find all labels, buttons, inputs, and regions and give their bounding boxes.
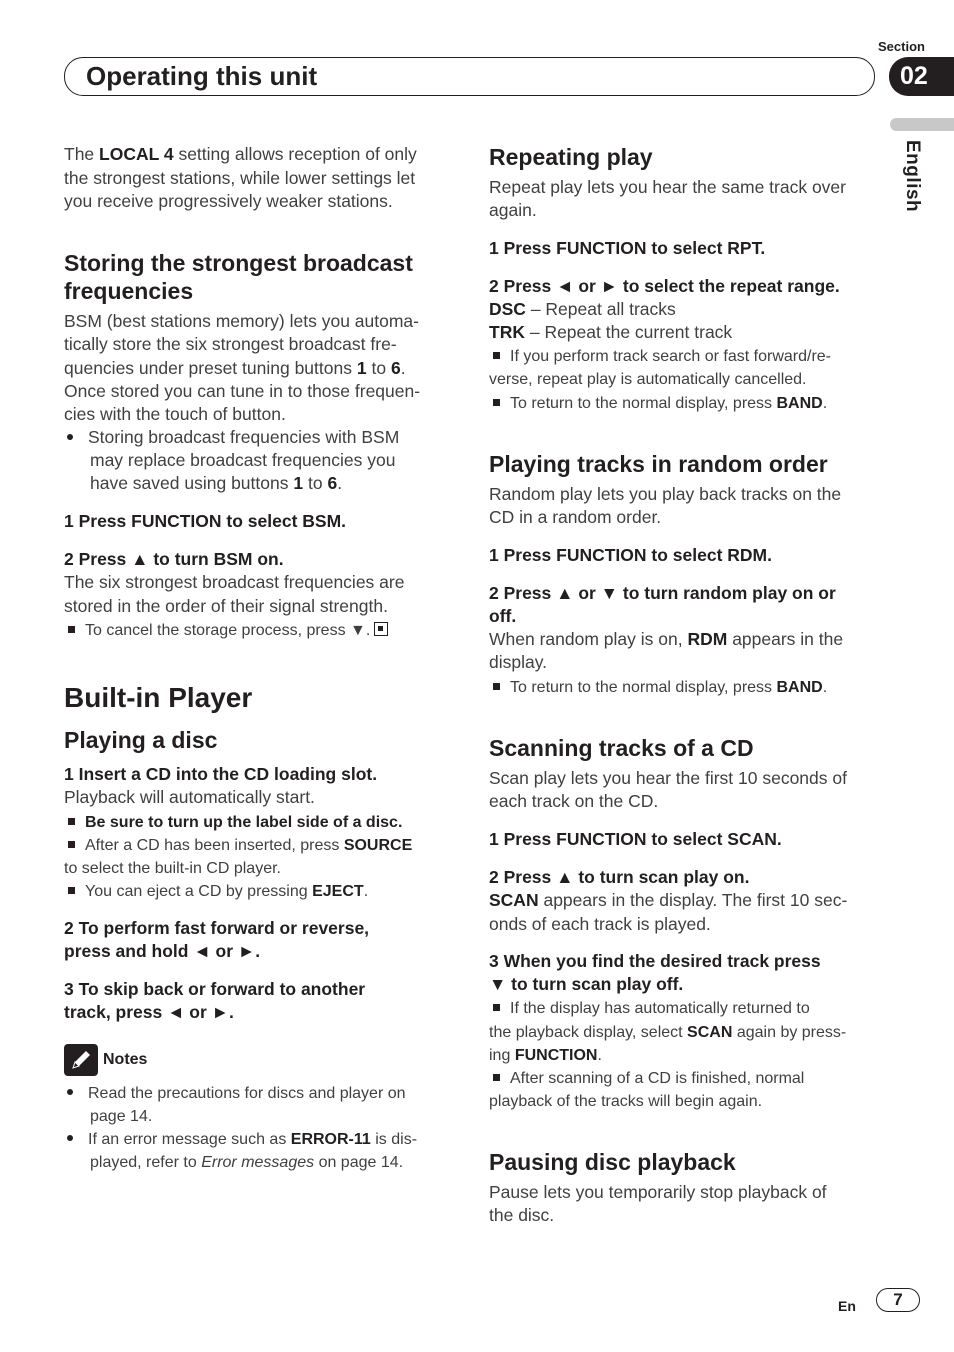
repeat-note-1-line-2: verse, repeat play is automatically cancelled.: [489, 371, 807, 388]
page-title: Operating this unit: [86, 61, 318, 91]
scan-note-1-line-3: ing FUNCTION.: [489, 1047, 602, 1064]
bsm-body-3: quencies under preset tuning buttons 1 to 6.: [64, 358, 406, 378]
disc-note-1: Be sure to turn up the label side of a disc.: [64, 811, 402, 834]
scan-note-2-line-2: playback of the tracks will begin again.: [489, 1093, 763, 1110]
bsm-body-4: Once stored you can tune in to those frequen-: [64, 381, 421, 401]
repeat-note-1-line-1: If you perform track search or fast forward/re-: [489, 345, 831, 368]
intro-line-2: the strongest stations, while lower settings let: [64, 168, 416, 188]
playing-disc-heading: Playing a disc: [64, 727, 218, 753]
notes-item-2-line-1: If an error message such as ERROR-11 is dis-: [64, 1128, 417, 1151]
end-mark-icon: [374, 622, 388, 636]
bsm-note: To cancel the storage process, press ▼.: [64, 619, 388, 642]
section-number-badge: 02: [889, 57, 954, 96]
page-title-bar: [64, 57, 875, 96]
notes-label: Notes: [103, 1051, 148, 1068]
page-number: 7: [876, 1288, 920, 1312]
bsm-bullet-2: may replace broadcast frequencies you: [90, 450, 396, 470]
section-label: Section: [878, 39, 925, 54]
pause-body-2: the disc.: [489, 1205, 555, 1225]
bsm-step-2: 2 Press ▲ to turn BSM on.: [64, 549, 284, 569]
intro-line-3: you receive progressively weaker stations.: [64, 191, 393, 211]
bsm-step-1: 1 Press FUNCTION to select BSM.: [64, 511, 347, 531]
bsm-heading-line-1: Storing the strongest broadcast: [64, 250, 413, 276]
repeat-body-2: again.: [489, 200, 537, 220]
scan-body-2: each track on the CD.: [489, 791, 659, 811]
disc-step-2-line-2: press and hold ◄ or ►.: [64, 941, 261, 961]
random-step-2-body-2: display.: [489, 652, 548, 672]
bsm-bullet-3: have saved using buttons 1 to 6.: [90, 473, 343, 493]
scan-body-1: Scan play lets you hear the first 10 seconds of: [489, 768, 847, 788]
repeat-note-2: To return to the normal display, press BAND.: [489, 392, 827, 415]
disc-step-1-body: Playback will automatically start.: [64, 787, 315, 807]
repeat-body-1: Repeat play lets you hear the same track over: [489, 177, 846, 197]
scan-step-2-body-1: SCAN appears in the display. The first 10 sec-: [489, 890, 848, 910]
random-body-1: Random play lets you play back tracks on the: [489, 484, 842, 504]
random-step-1: 1 Press FUNCTION to select RDM.: [489, 545, 772, 565]
repeat-step-2: 2 Press ◄ or ► to select the repeat range.: [489, 276, 840, 296]
disc-note-2-line-2: to select the built-in CD player.: [64, 860, 281, 877]
bsm-step-2-body-1: The six strongest broadcast frequencies are: [64, 572, 405, 592]
intro-line-1: The LOCAL 4 setting allows reception of only: [64, 144, 417, 164]
notes-item-1-line-1: Read the precautions for discs and player on: [64, 1082, 406, 1105]
scan-note-1-line-2: the playback display, select SCAN again by press-: [489, 1024, 847, 1041]
notes-pencil-icon: [64, 1044, 98, 1076]
random-note: To return to the normal display, press BAND.: [489, 676, 827, 699]
disc-step-3-line-1: 3 To skip back or forward to another: [64, 979, 366, 999]
disc-step-2-line-1: 2 To perform fast forward or reverse,: [64, 918, 370, 938]
repeat-step-1: 1 Press FUNCTION to select RPT.: [489, 238, 766, 258]
scan-step-2-body-2: onds of each track is played.: [489, 914, 711, 934]
bsm-body-2: tically store the six strongest broadcast fre-: [64, 334, 397, 354]
disc-step-1: 1 Insert a CD into the CD loading slot.: [64, 764, 378, 784]
notes-item-1-line-2: page 14.: [90, 1108, 153, 1125]
random-heading: Playing tracks in random order: [489, 451, 828, 477]
scan-note-1-line-1: If the display has automatically returned to: [489, 997, 810, 1020]
repeat-dsc: DSC – Repeat all tracks: [489, 299, 676, 319]
random-step-2-line-2: off.: [489, 606, 517, 626]
bsm-step-2-body-2: stored in the order of their signal strength.: [64, 596, 388, 616]
scan-step-1: 1 Press FUNCTION to select SCAN.: [489, 829, 782, 849]
repeat-heading: Repeating play: [489, 144, 653, 170]
disc-note-2-line-1: After a CD has been inserted, press SOURCE: [64, 834, 412, 857]
random-step-2-body-1: When random play is on, RDM appears in the: [489, 629, 844, 649]
bsm-heading-line-2: frequencies: [64, 278, 194, 304]
disc-note-3: You can eject a CD by pressing EJECT.: [64, 880, 368, 903]
scan-step-3-line-2: ▼ to turn scan play off.: [489, 974, 684, 994]
pause-body-1: Pause lets you temporarily stop playback of: [489, 1182, 827, 1202]
language-tab-marker: [890, 118, 954, 131]
language-tab-label: English: [902, 140, 923, 213]
scan-step-3-line-1: 3 When you find the desired track press: [489, 951, 821, 971]
footer-language: En: [838, 1298, 856, 1314]
pause-heading: Pausing disc playback: [489, 1149, 736, 1175]
bsm-body-5: cies with the touch of button.: [64, 404, 286, 424]
bsm-body-1: BSM (best stations memory) lets you automa-: [64, 311, 419, 331]
notes-item-2-line-2: played, refer to Error messages on page 14.: [90, 1154, 404, 1171]
built-in-player-heading: Built-in Player: [64, 682, 253, 713]
repeat-trk: TRK – Repeat the current track: [489, 322, 733, 342]
disc-step-3-line-2: track, press ◄ or ►.: [64, 1002, 234, 1022]
random-step-2-line-1: 2 Press ▲ or ▼ to turn random play on or: [489, 583, 836, 603]
random-body-2: CD in a random order.: [489, 507, 662, 527]
scan-note-2-line-1: After scanning of a CD is finished, normal: [489, 1067, 804, 1090]
scan-heading: Scanning tracks of a CD: [489, 735, 754, 761]
scan-step-2: 2 Press ▲ to turn scan play on.: [489, 867, 750, 887]
bsm-bullet-1: Storing broadcast frequencies with BSM: [64, 426, 399, 449]
